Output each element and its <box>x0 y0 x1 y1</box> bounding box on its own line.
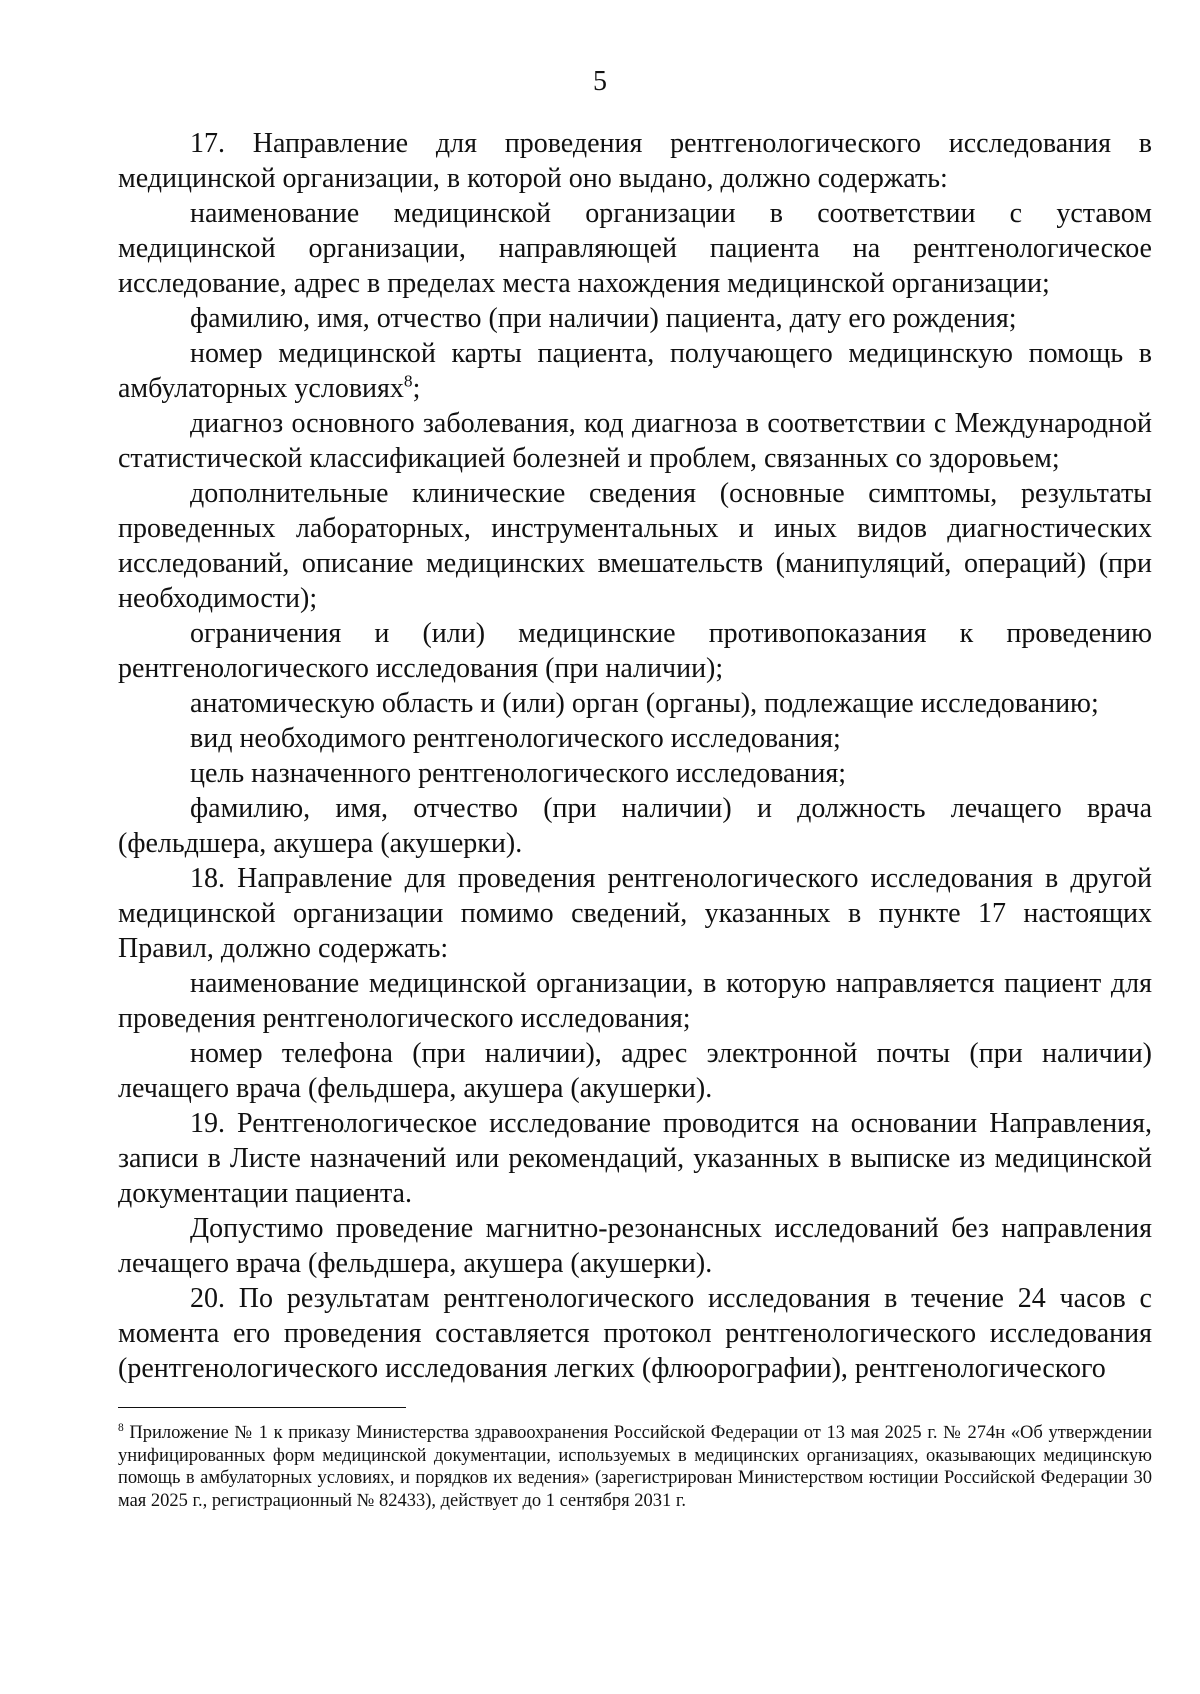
paragraph-mri-note: Допустимо проведение магнитно-резонансных исследований без направления лечащего врача (фельдшера, акушера (акушерки). <box>118 1213 1152 1279</box>
item-exam-purpose: цель назначенного рентгенологического исследования; <box>190 758 847 789</box>
paragraph-19: 19. Рентгенологическое исследование проводится на основании Направления, записи в Листе назначений или рекомендаций, указанных в выписке из медицинской документации пациента. <box>118 1108 1152 1209</box>
item-organization-name: наименование медицинской организации в соответствии с уставом медицинской организации, направляющей пациента на рентгенологическое исследование, адрес в пределах места нахождения медицинской организации; <box>118 198 1152 299</box>
item-clinical-info: дополнительные клинические сведения (основные симптомы, результаты проведенных лабораторных, инструментальных и иных видов диагностических исследований, описание медицинских вмешательств (манипуляций, операций) (при необходимости); <box>118 478 1152 614</box>
item-exam-type: вид необходимого рентгенологического исследования; <box>190 723 841 754</box>
paragraph-18-intro: 18. Направление для проведения рентгенологического исследования в другой медицинской организации помимо сведений, указанных в пункте 17 настоящих Правил, должно содержать: <box>118 863 1152 964</box>
item-doctor-name: фамилию, имя, отчество (при наличии) и должность лечащего врача (фельдшера, акушера (акушерки). <box>118 793 1152 859</box>
footnote-mark: 8 <box>118 1421 124 1434</box>
item-diagnosis: диагноз основного заболевания, код диагноза в соответствии с Международной статистической классификацией болезней и проблем, связанных со здоровьем; <box>118 408 1152 474</box>
footnote-8 <box>118 1422 1152 1512</box>
item-patient-name: фамилию, имя, отчество (при наличии) пациента, дату его рождения; <box>190 303 1017 334</box>
item-medical-card-number <box>118 336 1152 406</box>
footnote-reference: 8 <box>403 371 413 391</box>
paragraph-17-intro: 17. Направление для проведения рентгенологического исследования в медицинской организации, в которой оно выдано, должно содержать: <box>118 128 1152 194</box>
footnote-text: Приложение № 1 к приказу Министерства здравоохранения Российской Федерации от 13 мая 2025 г. № 274н «Об утверждении унифицированных форм медицинской документации, используемых в медицинских организациях, оказывающих медицинскую помощь в амбулаторных условиях, и порядков их ведения» (зарегистрирован Министерством юстиции Российской Федерации 30 мая 2025 г., регистрационный № 82433), действует до 1 сентября 2031 г. <box>118 1423 1152 1511</box>
item-anatomical-area: анатомическую область и (или) орган (органы), подлежащие исследованию; <box>190 688 1099 719</box>
item-contraindications: ограничения и (или) медицинские противопоказания к проведению рентгенологического исследования (при наличии); <box>118 618 1152 684</box>
footnote-separator <box>118 1407 406 1408</box>
main-text <box>118 126 1152 1386</box>
item-receiving-organization: наименование медицинской организации, в которую направляется пациент для проведения рентгенологического исследования; <box>118 968 1152 1034</box>
page-number: 5 <box>593 66 607 97</box>
paragraph-20: 20. По результатам рентгенологического исследования в течение 24 часов с момента его проведения составляется протокол рентгенологического исследования (рентгенологического исследования легких (флюорографии), рентгенологического <box>118 1283 1152 1384</box>
item-doctor-contacts: номер телефона (при наличии), адрес электронной почты (при наличии) лечащего врача (фельдшера, акушера (акушерки). <box>118 1038 1152 1104</box>
item-medical-card-text: номер медицинской карты пациента, получающего медицинскую помощь в амбулаторных условиях <box>118 338 1152 404</box>
footnote-reference-punct: ; <box>412 373 421 404</box>
